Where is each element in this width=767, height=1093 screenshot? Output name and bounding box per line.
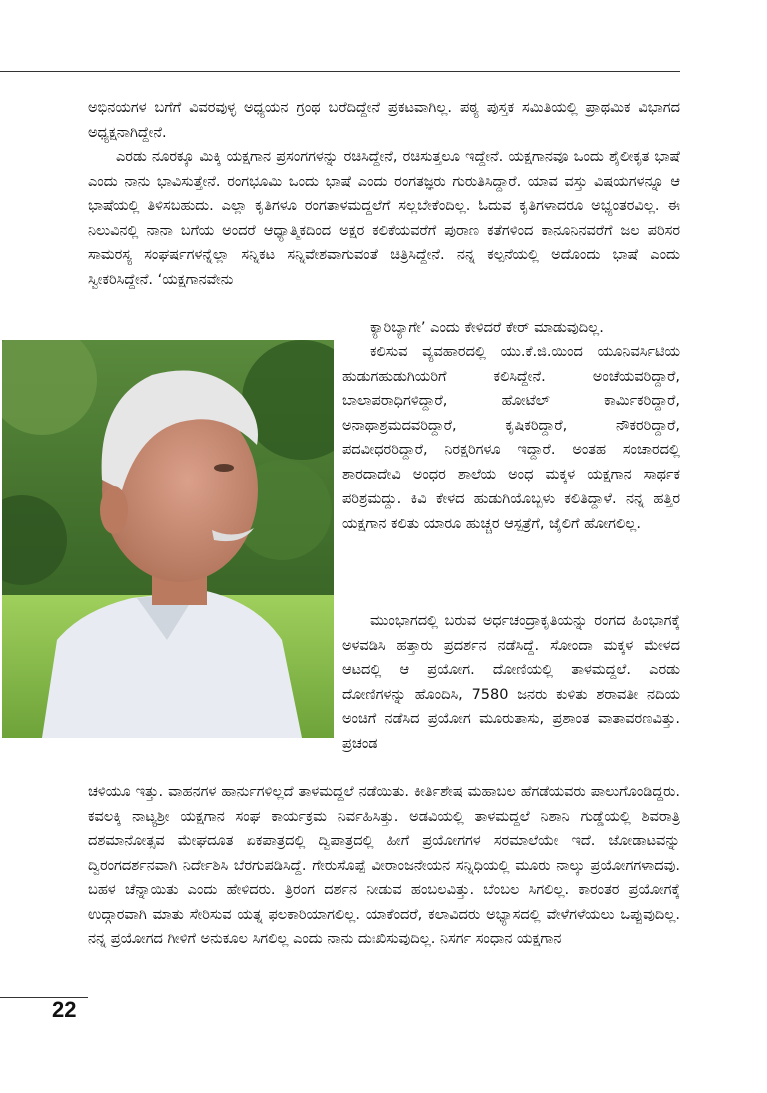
- portrait-photo: [2, 340, 334, 738]
- paragraph-4: ಮುಂಭಾಗದಲ್ಲಿ ಬರುವ ಅರ್ಧಚಂದ್ರಾಕೃತಿಯನ್ನು ರಂಗದ ಹಿಂಭಾಗಕ್ಕೆ ಅಳವಡಿಸಿ ಹತ್ತಾರು ಪ್ರದರ್ಶನ ನಡೆಸಿದ್ದೆ. ಸೋಂದಾ ಮಕ್ಕಳ ಮೇಳದ ಆಟದಲ್ಲಿ ಆ ಪ್ರಯೋಗ. ದೋಣಿಯಲ್ಲಿ ತಾಳಮದ್ದಲೆ. ಎರಡು ದೋಣಿಗಳನ್ನು ಹೊಂದಿಸಿ, 7580 ಜನರು ಕುಳಿತು ಶರಾವತೀ ನದಿಯ ಅಂಚಿಗೆ ನಡೆಸಿದ ಪ್ರಯೋಗ ಮೂರುತಾಸು, ಪ್ರಶಾಂತ ವಾತಾವರಣವಿತ್ತು. ಪ್ರಚಂಡ: [342, 613, 680, 752]
- paragraph-1: ಅಭಿನಯಗಳ ಬಗೆಗೆ ವಿವರವುಳ್ಳ ಅಧ್ಯಯನ ಗ್ರಂಥ ಬರೆದಿದ್ದೇನೆ ಪ್ರಕಟವಾಗಿಲ್ಲ. ಪಠ್ಯ ಪುಸ್ತಕ ಸಮಿತಿಯಲ್ಲಿ ಪ್ರಾಥಮಿಕ ವಿಭಾಗದ ಅಧ್ಯಕ್ಷನಾಗಿದ್ದೇನೆ.: [88, 100, 680, 141]
- top-rule: [0, 71, 680, 72]
- paragraph-2: ಎರಡು ನೂರಕ್ಕೂ ಮಿಕ್ಕಿ ಯಕ್ಷಗಾನ ಪ್ರಸಂಗಗಳನ್ನು ರಚಿಸಿದ್ದೇನೆ, ರಚಿಸುತ್ತಲೂ ಇದ್ದೇನೆ. ಯಕ್ಷಗಾನವೂ ಒಂದು ಶೈಲೀಕೃತ ಭಾಷೆ ಎಂದು ನಾನು ಭಾವಿಸುತ್ತೇನೆ. ರಂಗಭೂಮಿ ಒಂದು ಭಾಷೆ ಎಂದು ರಂಗತಜ್ಞರು ಗುರುತಿಸಿದ್ದಾರೆ. ಯಾವ ವಸ್ತು ವಿಷಯಗಳನ್ನೂ ಆ ಭಾಷೆಯಲ್ಲಿ ತಿಳಿಸಬಹುದು. ಎಲ್ಲಾ ಕೃತಿಗಳೂ ರಂಗತಾಳಮದ್ದಲೆಗೆ ಸಲ್ಲಬೇಕೆಂದಿಲ್ಲ. ಓದುವ ಕೃತಿಗಳಾದರೂ ಅಭ್ಯಂತರವಿಲ್ಲ. ಈ ನಿಲುವಿನಲ್ಲಿ ನಾನಾ ಬಗೆಯ ಅಂದರೆ ಆಧ್ಯಾತ್ಮಿಕದಿಂದ ಅಕ್ಷರ ಕಲಿಕೆಯವರೆಗೆ ಪುರಾಣ ಕತೆಗಳಿಂದ ಕಾನೂನಿನವರೆಗೆ ಜಲ ಪರಿಸರ ಸಾಮರಸ್ಯ ಸಂಘರ್ಷಗಳನ್ನೆಲ್ಲಾ ಸನ್ನಿಕಟ ಸನ್ನಿವೇಶವಾಗುವಂತೆ ಚಿತ್ರಿಸಿದ್ದೇನೆ. ನನ್ನ ಕಲ್ಪನೆಯಲ್ಲಿ ಅದೊಂದು ಭಾಷೆ ಎಂದು ಸ್ವೀಕರಿಸಿದ್ದೇನೆ. ‘ಯಕ್ಷಗಾನವೇನು: [88, 149, 680, 288]
- paragraph-3: ಕಲಿಸುವ ವ್ಯವಹಾರದಲ್ಲಿ ಯು.ಕೆ.ಜಿ.ಯಿಂದ ಯೂನಿವರ್ಸಿಟಿಯ ಹುಡುಗಹುಡುಗಿಯರಿಗೆ ಕಲಿಸಿದ್ದೇನೆ. ಅಂಚೆಯವರಿದ್ದಾರೆ, ಬಾಲಾಪರಾಧಿಗಳಿದ್ದಾರೆ, ಹೋಟೆಲ್ ಕಾರ್ಮಿಕರಿದ್ದಾರೆ, ಅನಾಥಾಶ್ರಮದವರಿದ್ದಾರೆ, ಕೃಷಿಕರಿದ್ದಾರೆ, ನೌಕರರಿದ್ದಾರೆ, ಪದವೀಧರರಿದ್ದಾರೆ, ನಿರಕ್ಷರಿಗಳೂ ಇದ್ದಾರೆ. ಅಂತಹ ಸಂಚಾರದಲ್ಲಿ ಶಾರದಾದೇವಿ ಅಂಧರ ಶಾಲೆಯ ಅಂಧ ಮಕ್ಕಳ ಯಕ್ಷಗಾನ ಸಾರ್ಥಕ ಪರಿಶ್ರಮದ್ದು. ಕಿವಿ ಕೇಳದ ಹುಡುಗಿಯೊಬ್ಬಳು ಕಲಿತಿದ್ದಾಳೆ. ನನ್ನ ಹತ್ತಿರ ಯಕ್ಷಗಾನ ಕಲಿತು ಯಾರೂ ಹುಚ್ಚರ ಆಸ್ಪತ್ರೆಗೆ, ಜೈಲಿಗೆ ಹೋಗಲಿಲ್ಲ.: [342, 344, 680, 532]
- paragraph-5: ಚಳಿಯೂ ಇತ್ತು. ವಾಹನಗಳ ಹಾರ್ನುಗಳಿಲ್ಲದೆ ತಾಳಮದ್ದಲೆ ನಡೆಯಿತು. ಕೀರ್ತಿಶೇಷ ಮಹಾಬಲ ಹೆಗಡೆಯವರು ಪಾಲುಗೊಂಡಿದ್ದರು. ಕವಲಕ್ಕಿ ನಾಟ್ಯಶ್ರೀ ಯಕ್ಷಗಾನ ಸಂಘ ಕಾರ್ಯಕ್ರಮ ನಿರ್ವಹಿಸಿತ್ತು. ಅಡವಿಯಲ್ಲಿ ತಾಳಮದ್ದಲೆ ನಿಶಾನಿ ಗುಡ್ಡೆಯಲ್ಲಿ ಶಿವರಾತ್ರಿ ದಶಮಾನೋತ್ಸವ ಮೇಘದೂತ ಏಕಪಾತ್ರದಲ್ಲಿ ದ್ವಿಪಾತ್ರದಲ್ಲಿ ಹೀಗೆ ಪ್ರಯೋಗಗಳ ಸರಮಾಲೆಯೇ ಇದೆ. ಜೋಡಾಟವನ್ನು ದ್ವಿರಂಗದರ್ಶನವಾಗಿ ನಿರ್ದೇಶಿಸಿ ಬೆರಗುಪಡಿಸಿದ್ದೆ. ಗೇರುಸೊಪ್ಪೆ ವೀರಾಂಜನೇಯನ ಸನ್ನಿಧಿಯಲ್ಲಿ ಮೂರು ನಾಲ್ಕು ಪ್ರಯೋಗಗಳಾದವು. ಬಹಳ ಚೆನ್ನಾಯಿತು ಎಂದು ಹೇಳಿದರು. ತ್ರಿರಂಗ ದರ್ಶನ ನೀಡುವ ಹಂಬಲವಿತ್ತು. ಬೆಂಬಲ ಸಿಗಲಿಲ್ಲ. ಕಾರಂತರ ಪ್ರಯೋಗಕ್ಕೆ ಉದ್ಗಾರವಾಗಿ ಮಾತು ಸೇರಿಸುವ ಯತ್ನ ಫಲಕಾರಿಯಾಗಲಿಲ್ಲ. ಯಾಕೆಂದರೆ, ಕಲಾವಿದರು ಅಭ್ಯಾಸದಲ್ಲಿ ವೇಳೆಗಳೆಯಲು ಒಪ್ಪುವುದಿಲ್ಲ. ನನ್ನ ಪ್ರಯೋಗದ ಗೀಳಿಗೆ ಅನುಕೂಲ ಸಿಗಲಿಲ್ಲ ಎಂದು ನಾನು ದುಃಖಿಸುವುದಿಲ್ಲ. ನಿಸರ್ಗ ಸಂಧಾನ ಯಕ್ಷಗಾನ: [88, 784, 680, 947]
- portrait-illustration: [2, 340, 334, 738]
- paragraph-2-tail: ಕ್ಯಾರಿಬ್ಯಾಗೇ’ ಎಂದು ಕೇಳಿದರೆ ಕೇರ್ ಮಾಡುವುದಿಲ್ಲ.: [370, 320, 604, 336]
- page-number: 22: [52, 997, 77, 1022]
